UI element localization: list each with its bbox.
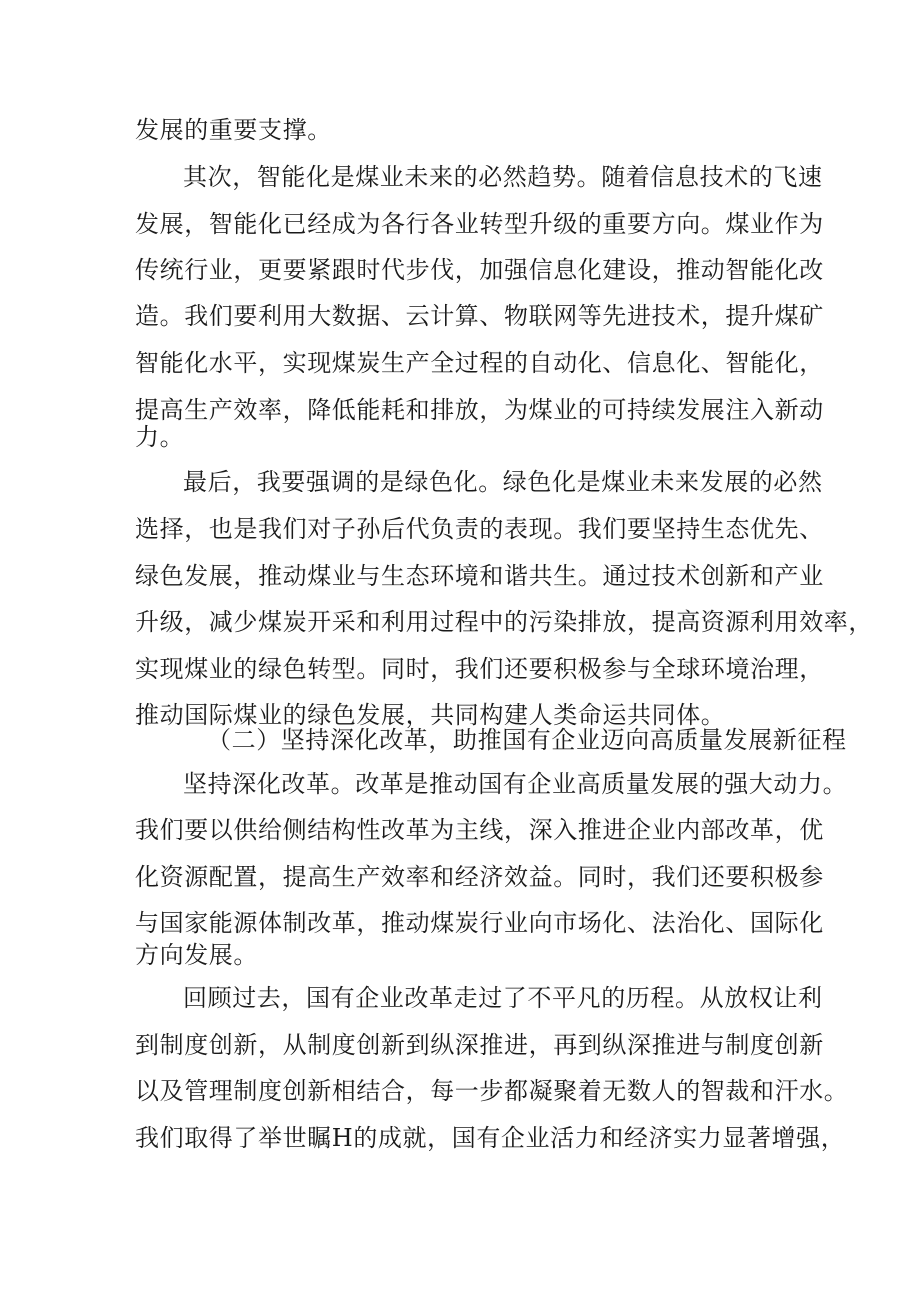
text-line: 坚持深化改革。改革是推动国有企业高质量发展的强大动力。 xyxy=(183,770,848,798)
text-line: 传统行业，更要紧跟时代步伐，加强信息化建设，推动智能化改 xyxy=(135,256,824,284)
text-line: 推动国际煤业的绿色发展，共同构建人类命运共同体。 xyxy=(135,701,726,729)
text-line: 绿色发展，推动煤业与生态环境和谐共生。通过技术创新和产业 xyxy=(135,562,824,590)
text-line: 到制度创新，从制度创新到纵深推进，再到纵深推进与制度创新 xyxy=(135,1031,824,1059)
text-line: 我们要以供给侧结构性改革为主线，深入推进企业内部改革，优 xyxy=(135,816,824,844)
text-line: 力。 xyxy=(135,423,185,451)
text-line: 选择，也是我们对子孙后代负责的表现。我们要坚持生态优先、 xyxy=(135,515,824,543)
text-line: 发展，智能化已经成为各行各业转型升级的重要方向。煤业作为 xyxy=(135,210,824,238)
text-line: 我们取得了举世瞩H的成就，国有企业活力和经济实力显著增强， xyxy=(135,1124,846,1152)
text-line: 以及管理制度创新相结合，每一步都凝聚着无数人的智裁和汗水。 xyxy=(135,1077,849,1105)
section-heading: （二）坚持深化改革，助推国有企业迈向高质量发展新征程 xyxy=(207,726,847,754)
text-line: 智能化水平，实现煤炭生产全过程的自动化、信息化、智能化， xyxy=(135,349,824,377)
text-line: 与国家能源体制改革，推动煤炭行业向市场化、法治化、国际化 xyxy=(135,909,824,937)
text-line: 造。我们要利用大数据、云计算、物联网等先进技术，提升煤矿 xyxy=(135,302,824,330)
text-line: 发展的重要支撑。 xyxy=(135,116,332,144)
text-line: 其次，智能化是煤业未来的必然趋势。随着信息技术的飞速 xyxy=(183,163,823,191)
text-line: 最后，我要强调的是绿色化。绿色化是煤业未来发展的必然 xyxy=(183,468,823,496)
text-line: 实现煤业的绿色转型。同时，我们还要积极参与全球环境治理， xyxy=(135,655,824,683)
text-line: 升级，减少煤炭开采和利用过程中的污染排放，提高资源利用效率， xyxy=(135,608,873,636)
text-line: 方向发展。 xyxy=(135,941,258,969)
text-line: 提高生产效率，降低能耗和排放，为煤业的可持续发展注入新动 xyxy=(135,396,824,424)
text-line: 化资源配置，提高生产效率和经济效益。同时，我们还要积极参 xyxy=(135,863,824,891)
text-line: 回顾过去，国有企业改革走过了不平凡的历程。从放权让利 xyxy=(183,984,823,1012)
